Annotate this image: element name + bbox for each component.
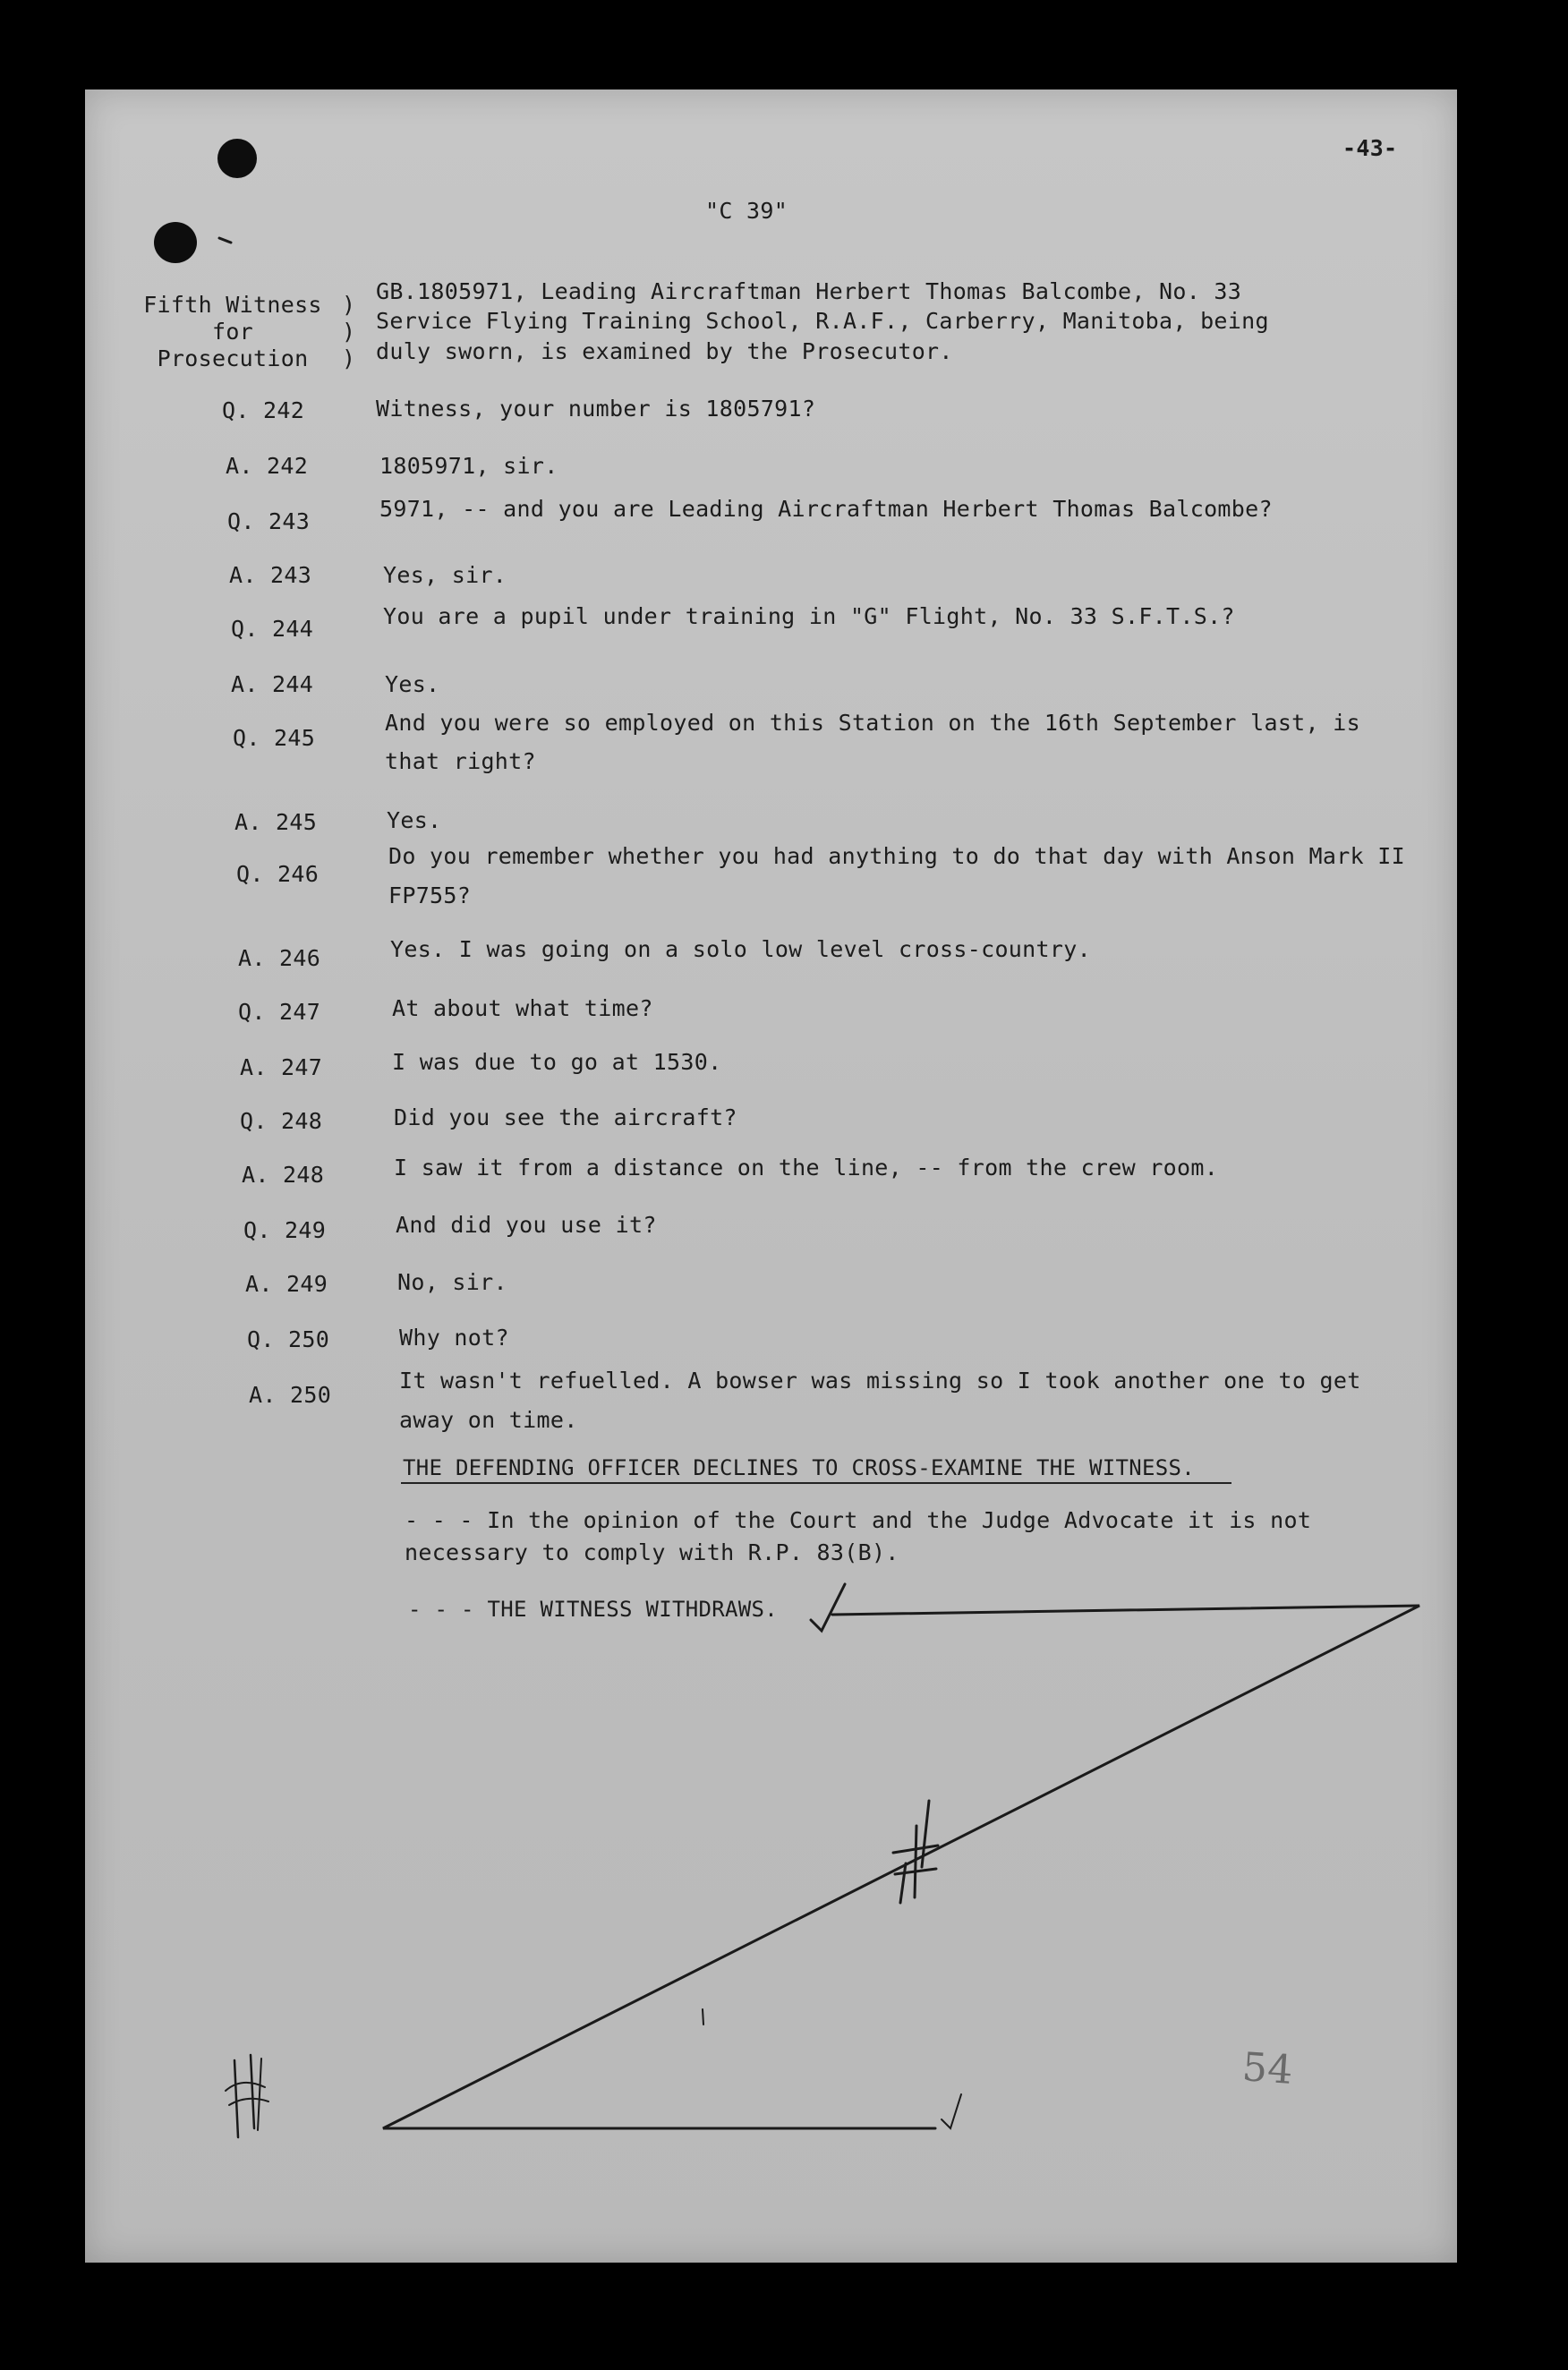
qa-label: Q. 245 [233, 725, 316, 751]
witness-intro-line-1: GB.1805971, Leading Aircraftman Herbert Thomas Balcombe, No. 33 [376, 278, 1242, 304]
witness-paren-3: ) [342, 345, 356, 371]
qa-text-line: away on time. [399, 1407, 578, 1433]
qa-text-line: Did you see the aircraft? [394, 1104, 737, 1130]
qa-text-line: that right? [385, 748, 536, 774]
witness-label-line-3: Prosecution [157, 345, 309, 371]
qa-text-line: Witness, your number is 1805791? [376, 396, 816, 422]
qa-text-line: 5971, -- and you are Leading Aircraftman Herbert Thomas Balcombe? [379, 496, 1273, 522]
witness-paren-1: ) [342, 292, 356, 318]
qa-label: Q. 249 [243, 1217, 327, 1243]
qa-label: A. 244 [231, 671, 314, 697]
witness-paren-2: ) [342, 319, 356, 345]
qa-text-line: I was due to go at 1530. [392, 1049, 722, 1075]
qa-text-line: Why not? [399, 1325, 509, 1351]
qa-text-line: At about what time? [392, 995, 653, 1021]
qa-label: Q. 247 [238, 999, 321, 1025]
qa-text-line: And did you use it? [396, 1212, 657, 1238]
qa-text-line: FP755? [388, 882, 472, 908]
qa-label: A. 248 [242, 1162, 325, 1188]
qa-text-line: Do you remember whether you had anything to do that day with Anson Mark II [388, 843, 1405, 869]
qa-label: Q. 248 [240, 1108, 323, 1134]
qa-text-line: You are a pupil under training in "G" Flight, No. 33 S.F.T.S.? [383, 603, 1235, 629]
witness-label-line-1: Fifth Witness [143, 292, 322, 318]
qa-text-line: 1805971, sir. [379, 453, 558, 479]
qa-label: A. 246 [238, 945, 321, 971]
qa-label: Q. 250 [247, 1326, 330, 1352]
qa-text-line: Yes. [387, 807, 442, 833]
witness-label-line-2: for [211, 319, 254, 345]
handwritten-folio: 54 [1240, 2044, 1295, 2093]
document-code: "C 39" [705, 198, 788, 224]
opinion-line-1: - - - In the opinion of the Court and the Judge Advocate it is not [405, 1507, 1312, 1533]
qa-label: A. 242 [226, 453, 309, 479]
declines-statement: THE DEFENDING OFFICER DECLINES TO CROSS-EXAMINE THE WITNESS. [403, 1455, 1195, 1480]
qa-label: Q. 244 [231, 616, 314, 642]
qa-text-line: Yes. [385, 671, 440, 697]
witness-intro-line-3: duly sworn, is examined by the Prosecutor. [376, 338, 953, 364]
qa-text-line: Yes, sir. [383, 562, 507, 588]
qa-text-line: And you were so employed on this Station on the 16th September last, is [385, 710, 1360, 736]
qa-label: A. 243 [229, 562, 312, 588]
qa-text-line: I saw it from a distance on the line, -- from the crew room. [394, 1155, 1219, 1181]
qa-label: Q. 246 [236, 861, 320, 887]
qa-text-line: No, sir. [397, 1269, 507, 1295]
qa-text-line: It wasn't refuelled. A bowser was missing so I took another one to get [399, 1368, 1361, 1394]
qa-label: Q. 242 [222, 397, 305, 423]
opinion-line-2: necessary to comply with R.P. 83(B). [405, 1539, 899, 1565]
witness-intro-line-2: Service Flying Training School, R.A.F., Carberry, Manitoba, being [376, 308, 1269, 334]
qa-label: A. 249 [245, 1271, 328, 1297]
qa-text-line: Yes. I was going on a solo low level cross-country. [390, 936, 1091, 962]
qa-label: A. 245 [234, 809, 318, 835]
qa-label: A. 247 [240, 1054, 323, 1080]
qa-label: Q. 243 [227, 508, 311, 534]
withdraws-statement: - - - THE WITNESS WITHDRAWS. [408, 1597, 778, 1622]
qa-label: A. 250 [249, 1382, 332, 1408]
page-number: -43- [1342, 135, 1398, 161]
